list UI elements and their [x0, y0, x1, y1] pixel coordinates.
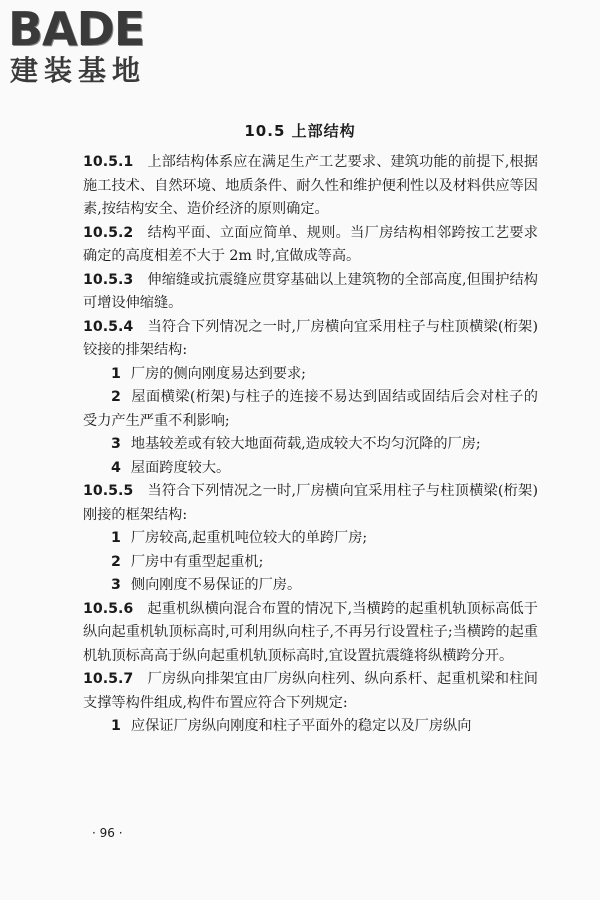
clause-text: 当符合下列情况之一时,厂房横向宜采用柱子与柱顶横梁(桁架)刚接的框架结构: [83, 483, 538, 523]
clause-number: 10.5.1 [83, 154, 134, 170]
list-item-number: 2 [111, 389, 121, 405]
clause-text: 结构平面、立面应简单、规则。当厂房结构相邻跨按工艺要求确定的高度相差不大于 2m 时,宜做成等高。 [83, 224, 538, 264]
clause-number: 10.5.5 [83, 483, 134, 499]
logo-sub: 建装基地 [10, 54, 147, 87]
list-item-number: 3 [111, 577, 121, 593]
clause-number: 10.5.7 [83, 671, 134, 687]
list-item-number: 2 [111, 553, 121, 570]
clause-number: 10.5.2 [83, 224, 134, 241]
list-item [83, 386, 538, 433]
list-item-text: 厂房中有重型起重机; [130, 553, 264, 570]
list-item [83, 715, 538, 739]
clause-10-5-4 [83, 316, 538, 363]
list-item [83, 574, 538, 598]
list-item-number: 4 [111, 459, 121, 476]
list-item-number: 1 [111, 365, 121, 382]
section-title: 10.5 上部结构 [244, 122, 356, 140]
clause-10-5-6 [83, 598, 538, 669]
clause-number: 10.5.6 [83, 600, 134, 617]
list-item-text: 厂房较高,起重机吨位较大的单跨厂房; [130, 530, 368, 546]
clause-10-5-5 [83, 480, 538, 527]
clause-10-5-1 [83, 151, 538, 222]
logo-main: BADE [8, 2, 145, 56]
list-item [83, 551, 538, 575]
list-item-text: 侧向刚度不易保证的厂房。 [130, 577, 302, 593]
clause-10-5-2 [83, 222, 538, 269]
clause-text: 起重机纵横向混合布置的情况下,当横跨的起重机轨顶标高低于纵向起重机轨顶标高时,可利用纵向柱子,不再另行设置柱子;当横跨的起重机轨顶标高高于纵向起重机轨顶标高时,宜设置抗震缝将纵横跨分开。 [83, 600, 538, 664]
list-item-text: 应保证厂房纵向刚度和柱子平面外的稳定以及厂房纵向 [130, 718, 472, 734]
list-item [83, 527, 538, 551]
clause-number: 10.5.4 [83, 318, 134, 335]
list-item [83, 433, 538, 457]
list-item [83, 363, 538, 387]
list-item-number: 1 [111, 718, 121, 734]
clause-text: 伸缩缝或抗震缝应贯穿基础以上建筑物的全部高度,但围护结构可增设伸缩缝。 [83, 271, 538, 311]
clause-text: 厂房纵向排架宜由厂房纵向柱列、纵向系杆、起重机梁和柱间支撑等构件组成,构件布置应符合下列规定: [83, 671, 538, 711]
list-item-text: 地基较差或有较大地面荷载,造成较大不均匀沉降的厂房; [130, 436, 481, 452]
logo [8, 4, 178, 88]
clause-10-5-7 [83, 668, 538, 715]
list-item-text: 厂房的侧向刚度易达到要求; [130, 365, 306, 382]
page-number: · 96 · [92, 826, 123, 840]
clause-10-5-3 [83, 269, 538, 316]
list-item-text: 屋面跨度较大。 [130, 459, 231, 476]
list-item-number: 3 [111, 436, 121, 452]
clause-text: 上部结构体系应在满足生产工艺要求、建筑功能的前提下,根据施工技术、自然环境、地质条件、耐久性和维护便利性以及材料供应等因素,按结构安全、造价经济的原则确定。 [83, 154, 538, 217]
list-item [83, 457, 538, 481]
clause-number: 10.5.3 [83, 271, 134, 288]
list-item-number: 1 [111, 530, 121, 546]
document-body [83, 151, 538, 739]
clause-text: 当符合下列情况之一时,厂房横向宜采用柱子与柱顶横梁(桁架)铰接的排架结构: [83, 318, 538, 358]
list-item-text: 屋面横梁(桁架)与柱子的连接不易达到固结或固结后会对柱子的受力产生严重不利影响; [83, 389, 538, 429]
